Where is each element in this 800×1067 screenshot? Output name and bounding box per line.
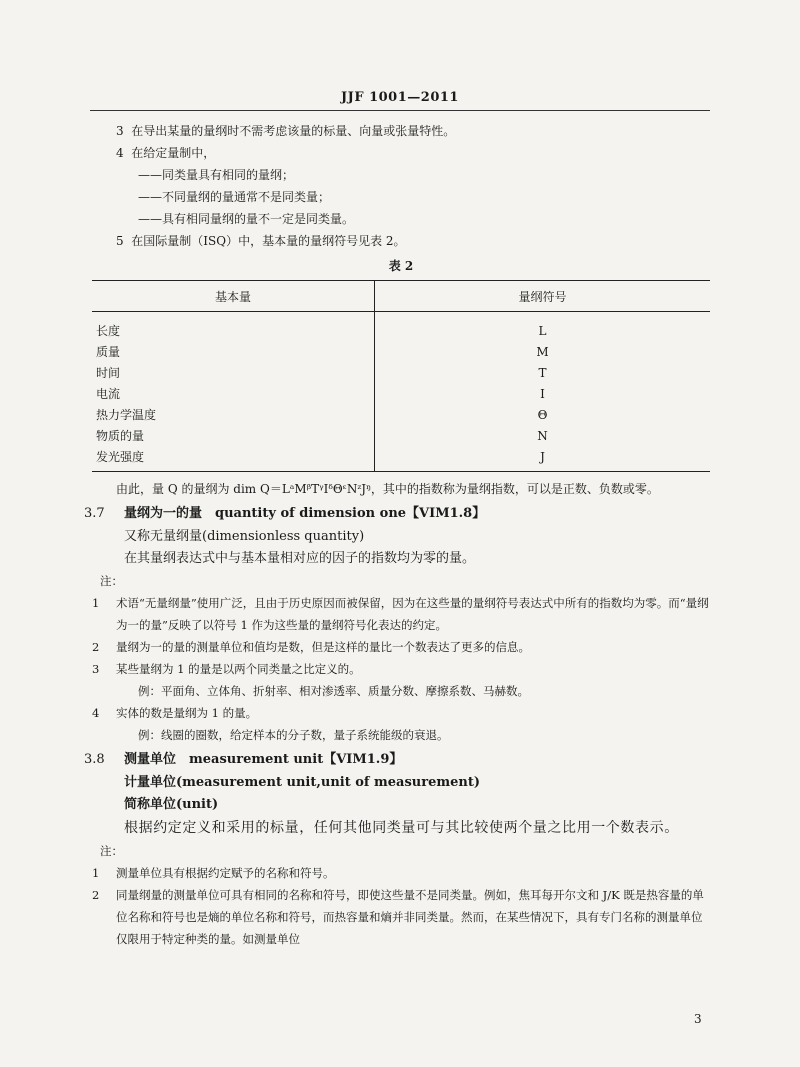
section-number: 3.7 — [84, 506, 105, 521]
table-cell-quantity: 时间 — [92, 362, 375, 383]
table-cell-symbol: I — [540, 386, 545, 401]
page-content — [84, 120, 710, 950]
table-cell-symbol: Θ — [537, 407, 548, 422]
table-cell-quantity: 电流 — [92, 383, 375, 404]
alternate-term: 又称无量纲量(dimensionless quantity) — [124, 529, 365, 544]
table-cell-symbol: N — [537, 428, 548, 443]
note-label: 注： — [100, 574, 123, 588]
page-number: 3 — [694, 1012, 702, 1026]
table-row — [92, 425, 710, 446]
table-cell-quantity: 长度 — [92, 312, 375, 342]
note-5-top: 5 在国际量制（ISQ）中，基本量的量纲符号见表 2。 — [116, 234, 406, 248]
definition: 根据约定定义和采用的标量，任何其他同类量可与其比较使两个量之比用一个数表示。 — [124, 820, 679, 836]
table-row — [92, 341, 710, 362]
note-item: 1 测量单位具有根据约定赋予的名称和符号。 — [92, 866, 335, 880]
note-3-top: 3 在导出某量的量纲时不需考虑该量的标量、向量或张量特性。 — [116, 124, 456, 138]
note-item: 3 某些量纲为 1 的量是以两个同类量之比定义的。 — [92, 662, 361, 676]
table-cell-quantity: 物质的量 — [92, 425, 375, 446]
note-item: 1 术语“无量纲量”使用广泛，且由于历史原因而被保留，因为在这些量的量纲符号表达式中所有的指数均为零。而“量纲为一的量”反映了以符号 1 作为这些量的量纲符号化表达的约定。 — [92, 596, 709, 632]
section-title: 量纲为一的量 quantity of dimension one【VIM1.8】 — [124, 506, 486, 521]
dash-item: ——具有相同量纲的量不一定是同类量。 — [138, 212, 355, 226]
note-4-top: 4 在给定量制中， — [116, 146, 216, 160]
dimension-formula-paragraph: 由此，量 Q 的量纲为 dim Q＝LᵃMᵝTᵞIᵟΘᵋNᶻJᵑ，其中的指数称为量纲指数，可以是正数、负数或零。 — [116, 482, 659, 496]
table-header-symbol: 量纲符号 — [375, 281, 711, 312]
table-cell-symbol: T — [538, 365, 547, 380]
dash-item: ——不同量纲的量通常不是同类量； — [138, 190, 331, 204]
table-row — [92, 446, 710, 472]
table-title: 表 2 — [388, 259, 414, 273]
short-term: 简称单位(unit) — [124, 797, 219, 812]
table-row — [92, 312, 710, 342]
header-rule — [90, 110, 710, 111]
table-row — [92, 383, 710, 404]
dash-item: ——同类量具有相同的量纲； — [138, 168, 295, 182]
section-title: 测量单位 measurement unit【VIM1.9】 — [124, 752, 403, 767]
section-number: 3.8 — [84, 752, 105, 767]
table-header-quantity: 基本量 — [92, 281, 375, 312]
table-header-row — [92, 281, 710, 312]
section-3-8-heading — [84, 748, 710, 772]
page-header-code: JJF 1001—2011 — [341, 90, 459, 105]
table-cell-quantity: 热力学温度 — [92, 404, 375, 425]
note-item: 4 实体的数是量纲为 1 的量。 — [92, 706, 258, 720]
section-3-7-heading — [84, 502, 710, 526]
note-label: 注： — [100, 844, 123, 858]
table-cell-quantity: 发光强度 — [92, 446, 375, 472]
table-cell-quantity: 质量 — [92, 341, 375, 362]
note-item: 2 同量纲量的测量单位可具有相同的名称和符号，即使这些量不是同类量。例如，焦耳每开尔文和 J/K 既是热容量的单位名称和符号也是熵的单位名称和符号，而热容量和熵并非同类量。然而，在某些情况下，具有专门名称的测量单位仅限用于特定种类的量。如测量单位 — [92, 888, 704, 946]
definition: 在其量纲表达式中与基本量相对应的因子的指数均为零的量。 — [124, 551, 476, 566]
alternate-term: 计量单位(measurement unit,unit of measurement) — [124, 775, 481, 790]
table-cell-symbol: J — [375, 446, 711, 472]
table-row — [92, 404, 710, 425]
note-item: 2 量纲为一的量的测量单位和值均是数，但是这样的量比一个数表达了更多的信息。 — [92, 640, 530, 654]
example-line: 例：线圈的圈数，给定样本的分子数，量子系统能级的衰退。 — [138, 728, 449, 742]
table-cell-symbol: M — [536, 344, 549, 359]
table-row — [92, 362, 710, 383]
example-line: 例：平面角、立体角、折射率、相对渗透率、质量分数、摩擦系数、马赫数。 — [138, 684, 529, 698]
table-cell-symbol: L — [538, 323, 547, 338]
dimension-table — [92, 280, 710, 472]
